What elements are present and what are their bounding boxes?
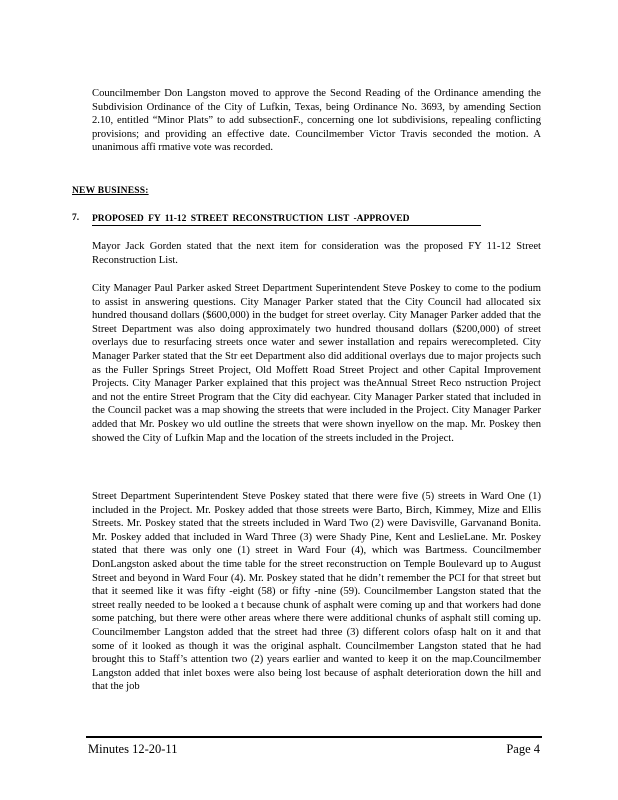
footer-page-number: Page 4 xyxy=(506,742,540,756)
new-business-heading: NEW BUSINESS: xyxy=(72,186,149,196)
mayor-statement-paragraph: Mayor Jack Gorden stated that the next item for consideration was the proposed FY 11-12 Street Reconstruction List. xyxy=(92,241,541,266)
superintendent-paragraph: Street Department Superintendent Steve Poskey stated that there were five (5) streets in Ward One (1) included in the Project. Mr. Poskey added that those streets were Barto, Birch, Kimmey, Mize and Ellis Streets. Mr. Poskey stated that the streets included in Ward Two (2) were Davisville, Garvanand Bonita. Mr. Poskey added that included in Ward Three (3) were Shady Pine, Kent and LeslieLane. Mr. Poskey stated that there was only one (1) street in Ward Four (4), which was Bartmess. Councilmember DonLangston asked about the time table for the street reconstruction on Temple Boulevard up to August Street and beyond in Ward Four (4). Mr. Poskey stated that he didn’t remember the PCI for that street but that it seemed like it was fifty -eight (58) or fifty -nine (59). Councilmember Langston stated that the street really needed to be looked a t because chunk of asphalt were coming up and that workers had done some patching, but there were other areas where there were additional chunks of asphalt still coming up. Councilmember Langston added that the street had three (3) different colors ofasp halt on it and that some of it looked as though it was the original asphalt. Councilmember Langston stated that he had brought this to Staff’s attention two (2) years earlier and wanted to keep it on the map.Councilmember Langston added that inlet boxes were also being lost because of asphalt deterioration down the hill and that the job xyxy=(92,491,541,693)
agenda-item-number: 7. xyxy=(72,213,80,223)
footer-divider xyxy=(86,736,542,738)
city-manager-paragraph: City Manager Paul Parker asked Street Department Superintendent Steve Poskey to come to the podium to assist in answering questions. City Manager Parker stated that the City Council had allocated six hundred thousand dollars ($600,000) in the budget for street overlay. City Manager Parker added that the Street Department was also doing approximately two hundred thousand dollars ($200,000) of street overlays due to resurfacing streets once water and sewer installation and repairs werecompleted. City Manager Parker stated that the Str eet Department also did additional overlays due to major projects such as the Fuller Springs Street Project, Old Moffett Road Street Project and other Capital Improvement Projects. City Manager Parker explained that this project was theAnnual Street Reco nstruction Project and not the entire Street Program that the City did eachyear. City Manager Parker stated that included in the Council packet was a map showing the streets that were included in the Project. City Manager Parker added that Mr. Poskey wo uld outline the streets that were shown inyellow on the map. Mr. Poskey then showed the City of Lufkin Map and the location of the streets included in the Project. xyxy=(92,283,541,444)
agenda-item-title: PROPOSED FY 11-12 STREET RECONSTRUCTION LIST -APPROVED xyxy=(92,213,481,226)
footer-minutes-date: Minutes 12-20-11 xyxy=(88,742,178,756)
ordinance-motion-paragraph: Councilmember Don Langston moved to approve the Second Reading of the Ordinance amending the Subdivision Ordinance of the City of Lufkin, Texas, being Ordinance No. 3693, by amending Section 2.10, entitled “Minor Plats” to add subsectionF., concerning one lot subdivisions, repealing conflicting provisions; and providing an effective date. Councilmember Victor Travis seconded the motion. A unanimous affi rmative vote was recorded. xyxy=(92,88,541,154)
